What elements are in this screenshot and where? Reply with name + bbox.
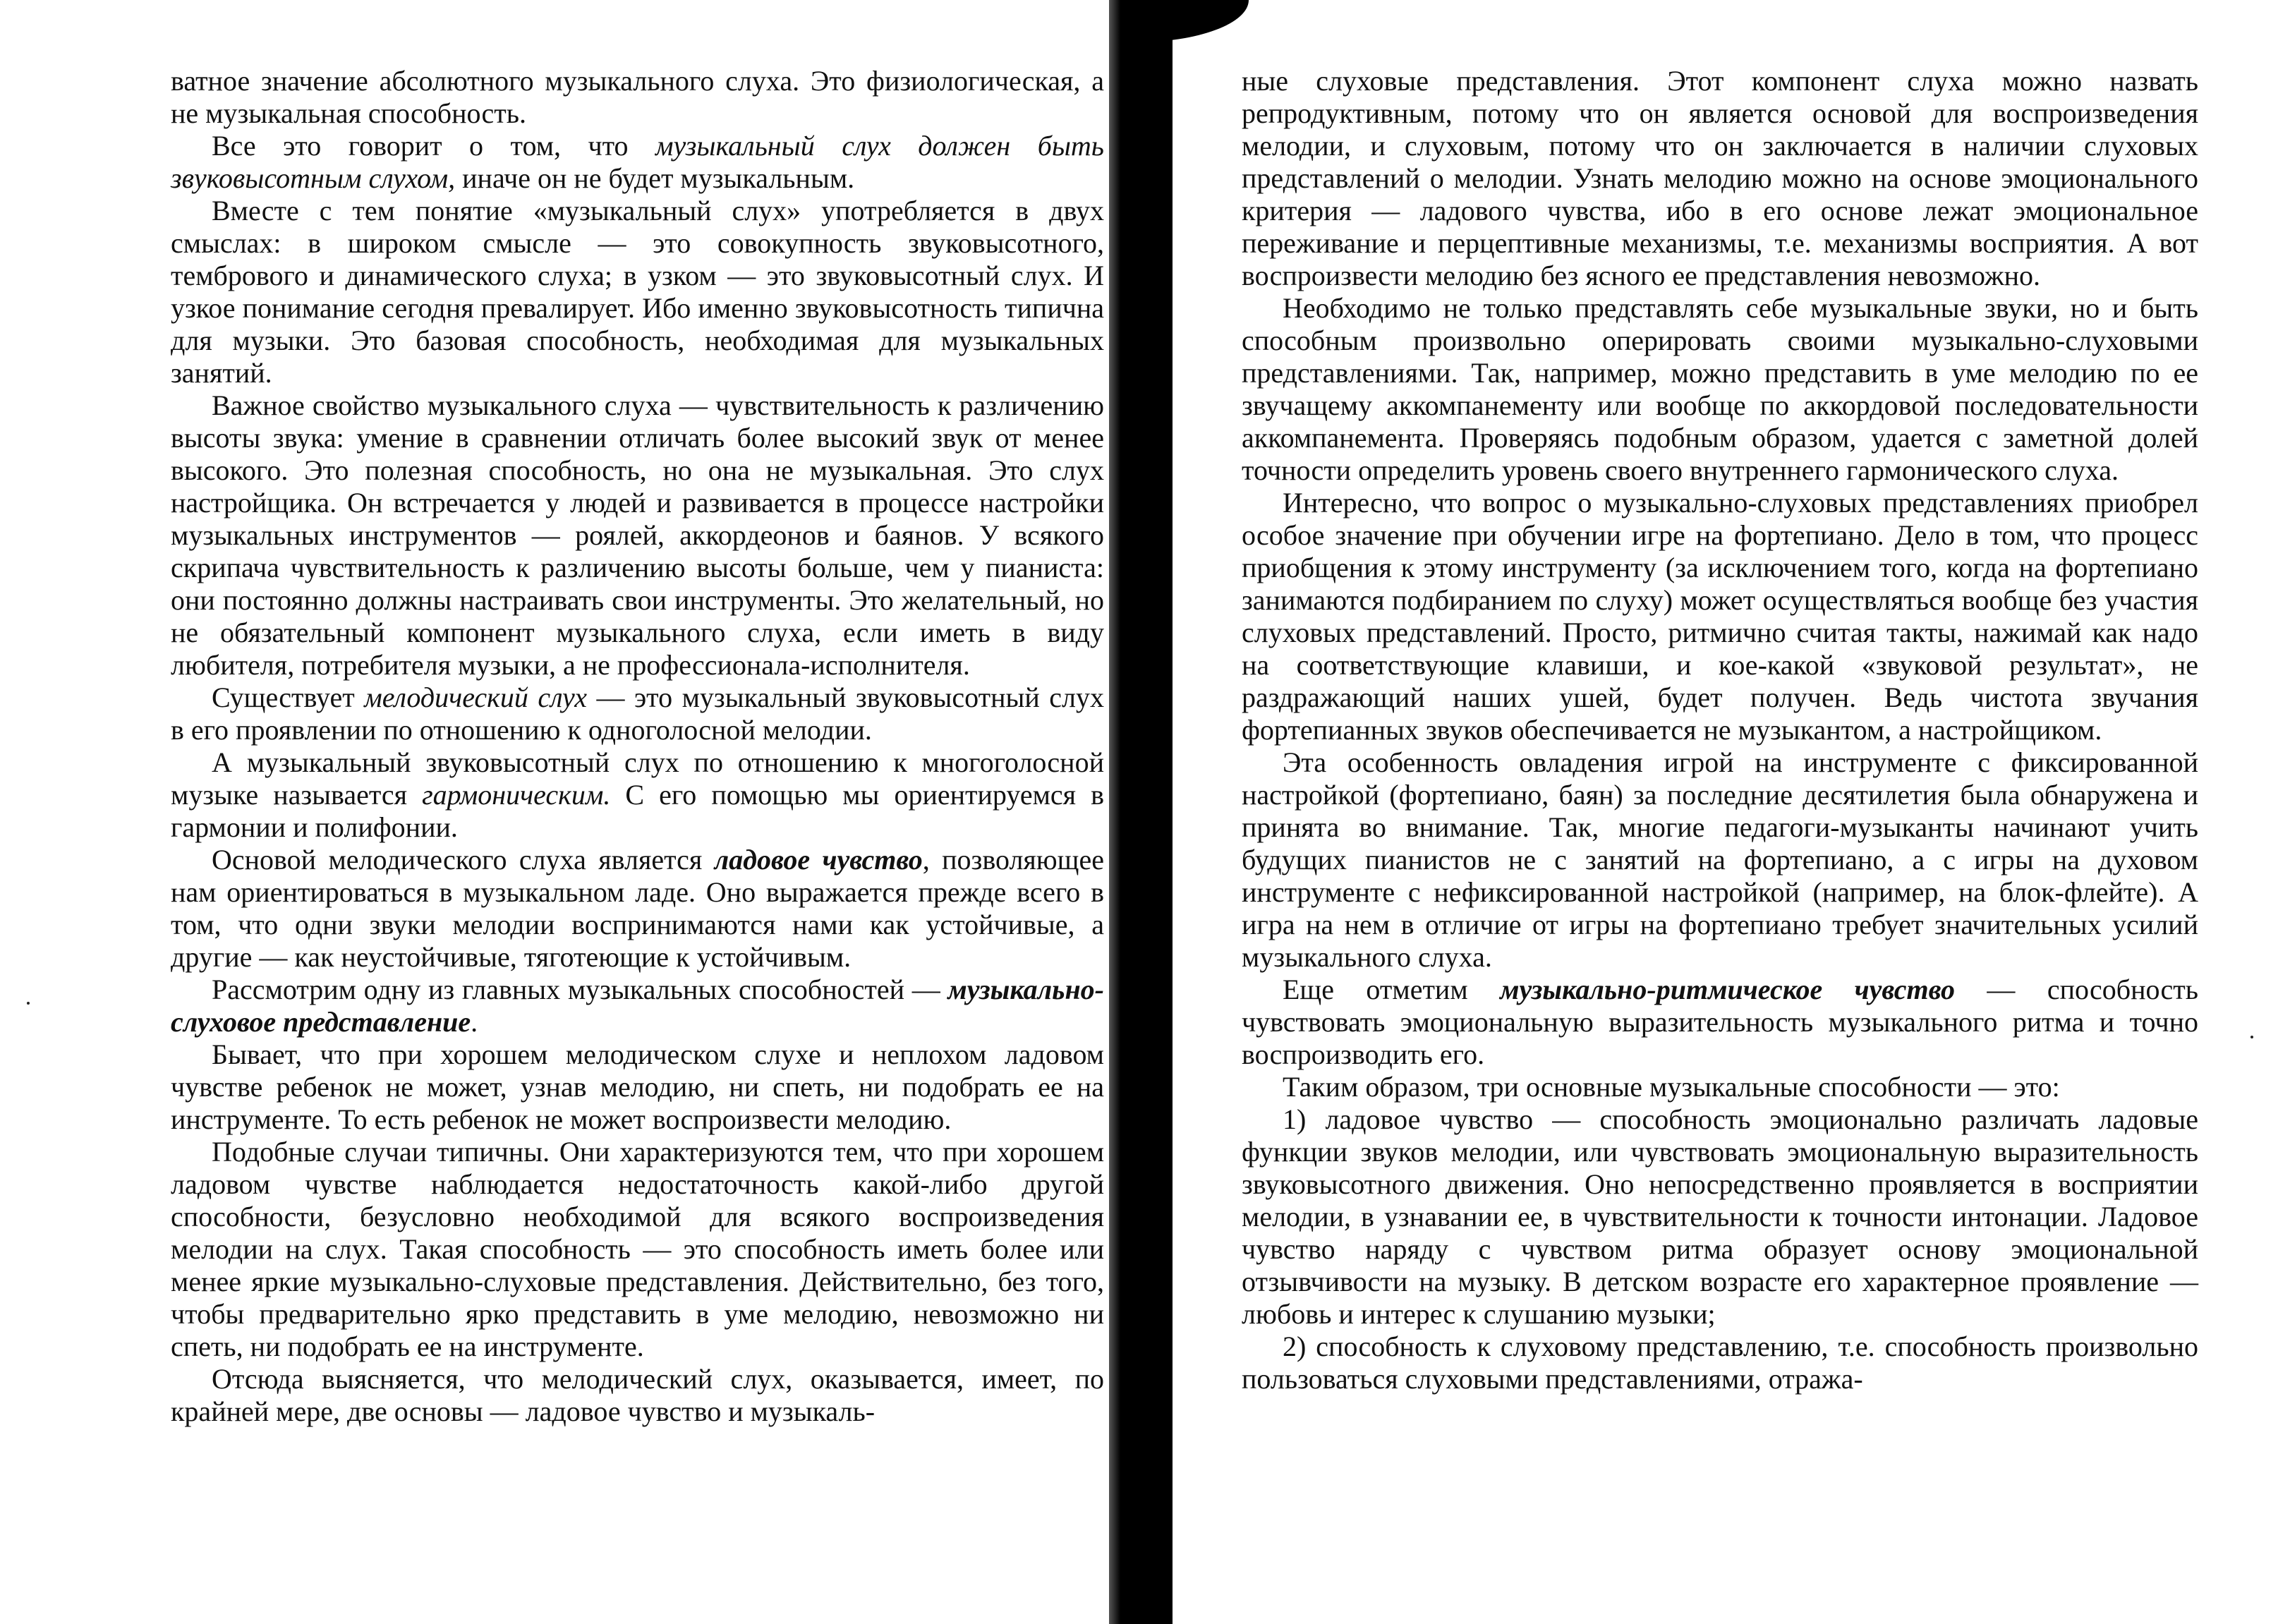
text-run: Бывает, что при хорошем мелодическом слухе и неплохом ладовом чувстве ребенок не может, узнав мелодию, ни спеть, ни подобрать ее на инструменте. То есть ребенок не может воспроизвести мелодию. — [171, 1038, 1104, 1135]
paragraph-r4 — [1242, 746, 2198, 974]
text-run: иначе он не будет музыкальным. — [455, 162, 855, 194]
paragraph-p10 — [171, 1136, 1104, 1363]
emphasized-term: мелодический слух — [364, 681, 588, 713]
text-run: Существует — [212, 681, 365, 713]
text-run: , позволяющее нам ориентироваться в музыкальном ладе. Оно выражается прежде всего в том, что одни звуки мелодии воспринимаются нами как устойчивые, а другие — как неустойчивые, тяготеющие к устойчивым. — [171, 844, 1104, 973]
text-run: Важное свойство музыкального слуха — чувствительность к различению высоты звука: умение в сравнении отличать более высокий звук от менее высокого. Это полезная способность, но она не музыкальная. Это слух настройщика. Он встречается у людей и развивается в процессе настройки музыкальных инструментов — роялей, аккордеонов и баянов. У всякого скрипача чувствительность к различению высоты больше, чем у пианиста: они постоянно должны настраивать свои инструменты. Это желательный, но не обязательный компонент музыкального слуха, если иметь в виду любителя, потребителя музыки, а не профессионала-исполнителя. — [171, 389, 1104, 681]
text-run: С его помощью мы ориентируемся в гармонии и полифонии. — [171, 779, 1104, 843]
paragraph-r1 — [1242, 65, 2198, 292]
text-run: ватное значение абсолютного музыкального слуха. Это физиологическая, а не музыкальная способность. — [171, 65, 1104, 129]
text-run: — это музыкальный звуковысотный слух в его проявлении по отношению к одноголосной мелодии. — [171, 681, 1105, 746]
emphasized-term: музыкально-слуховое представление — [171, 974, 1104, 1038]
right-page — [1171, 0, 2290, 1624]
emphasized-term: музыкально-ритмическое чувство — [1500, 974, 1955, 1005]
paragraph-r8 — [1242, 1331, 2198, 1395]
text-run: ные слуховые представления. Этот компонент слуха можно назвать репродуктивным, потому что он является основой для воспроизведения мелодии, и слуховым, потому что он заключается в наличии слуховых представлений о мелодии. Узнать мелодию можно на основе эмоционального критерия — ладового чувства, ибо в его основе лежат эмоциональное переживание и перцептивные механизмы, т.е. механизмы восприятия. А вот воспроизвести мелодию без ясного ее представления невозможно. — [1242, 65, 2198, 291]
left-page — [0, 0, 1125, 1624]
paragraph-p11 — [171, 1363, 1104, 1428]
paragraph-r5 — [1242, 974, 2198, 1071]
paragraph-p8 — [171, 974, 1104, 1038]
text-run: Подобные случаи типичны. Они характеризуются тем, что при хорошем ладовом чувстве наблюдается недостаточность какой-либо другой способности, безусловно необходимой для всякого воспроизведения мелодии на слух. Такая способность — это способность иметь более или менее яркие музыкально-слуховые представления. Действительно, без того, чтобы предварительно ярко представить в уме мелодию, невозможно ни спеть, ни подобрать ее на инструменте. — [171, 1136, 1104, 1362]
text-run: — способность чувствовать эмоциональную выразительность музыкального ритма и точно воспроизводить его. — [1242, 974, 2198, 1070]
book-gutter-shadow — [1109, 0, 1173, 1624]
scan-speck — [2250, 1036, 2253, 1038]
text-run: 1) ладовое чувство — способность эмоционально различать ладовые функции звуков мелодии, или чувствовать эмоциональную выразительность звуковысотного движения. Оно непосредственно проявляется в восприятии мелодии, в узнавании ее, в чувствительности к точности интонации. Ладовое чувство наряду с чувством ритма образует основу эмоциональной отзывчивости на музыку. В детском возрасте его характерное проявление — любовь и интерес к слушанию музыки; — [1242, 1103, 2198, 1330]
paragraph-r3 — [1242, 487, 2198, 746]
emphasized-term: музыкальный слух должен быть звуковысотным слухом, — [171, 130, 1104, 194]
text-run: Интересно, что вопрос о музыкально-слуховых представлениях приобрел особое значение при обучении игре на фортепиано. Дело в том, что процесс приобщения к этому инструменту (за исключением того, когда на фортепиано занимаются подбиранием по слуху) может осуществляться вообще без участия слуховых представлений. Просто, ритмично считая такты, нажимай как надо на соответствующие клавиши, и кое-какой «звуковой результат», не раздражающий наших ушей, будет получен. Ведь чистота звучания фортепианных звуков обеспечивается не музыкантом, а настройщиком. — [1242, 487, 2198, 746]
paragraph-r7 — [1242, 1103, 2198, 1331]
scan-speck — [27, 1002, 30, 1005]
paragraph-p4 — [171, 389, 1104, 681]
text-run: Еще отметим — [1283, 974, 1501, 1005]
paragraph-p7 — [171, 844, 1104, 974]
text-run: А музыкальный звуковысотный слух по отношению к многоголосной музыке называется — [171, 746, 1104, 811]
paragraph-p3 — [171, 195, 1104, 389]
emphasized-term: ладовое чувство — [714, 844, 923, 875]
text-run: Вместе с тем понятие «музыкальный слух» употребляется в двух смыслах: в широком смысле — это совокупность звуковысотного, тембрового и динамического слуха; в узком — это звуковысотный слух. И узкое понимание сегодня превалирует. Ибо именно звуковысотность типична для музыки. Это базовая способность, необходимая для музыкальных занятий. — [171, 195, 1104, 389]
emphasized-term: гармоническим. — [422, 779, 611, 811]
text-run: . — [471, 1006, 478, 1038]
text-run: Отсюда выясняется, что мелодический слух, оказывается, имеет, по крайней мере, две основы — ладовое чувство и музыкаль- — [171, 1363, 1104, 1427]
paragraph-p1 — [171, 65, 1104, 130]
text-run: Основой мелодического слуха является — [212, 844, 715, 875]
paragraph-p9 — [171, 1038, 1104, 1136]
paragraph-p6 — [171, 746, 1104, 844]
paragraph-p5 — [171, 681, 1104, 746]
paragraph-r2 — [1242, 292, 2198, 487]
paragraph-r6 — [1242, 1071, 2198, 1103]
text-run: Эта особенность овладения игрой на инструменте с фиксированной настройкой (фортепиано, баян) за последние десятилетия была обнаружена и принята во внимание. Так, многие педагоги-музыканты начинают учить будущих пианистов не с занятий на фортепиано, а с игры на духовом инструменте с нефиксированной настройкой (например, на блок-флейте). А игра на нем в отличие от игры на фортепиано требует значительных усилий музыкального слуха. — [1242, 746, 2198, 973]
paragraph-p2 — [171, 130, 1104, 195]
text-run: 2) способность к слуховому представлению, т.е. способность произвольно пользоваться слуховыми представлениями, отража- — [1242, 1331, 2198, 1395]
text-run: Таким образом, три основные музыкальные способности — это: — [1283, 1071, 2060, 1103]
text-run: Все это говорит о том, что — [212, 130, 655, 162]
text-run: Необходимо не только представлять себе музыкальные звуки, но и быть способным произвольно оперировать своими музыкально-слуховыми представлениями. Так, например, можно представить в уме мелодию по ее звучащему аккомпанементу или вообще по аккордовой последовательности аккомпанемента. Проверяясь подобным образом, удается с заметной долей точности определить уровень своего внутреннего гармонического слуха. — [1242, 292, 2198, 486]
text-run: Рассмотрим одну из главных музыкальных способностей — — [212, 974, 948, 1005]
